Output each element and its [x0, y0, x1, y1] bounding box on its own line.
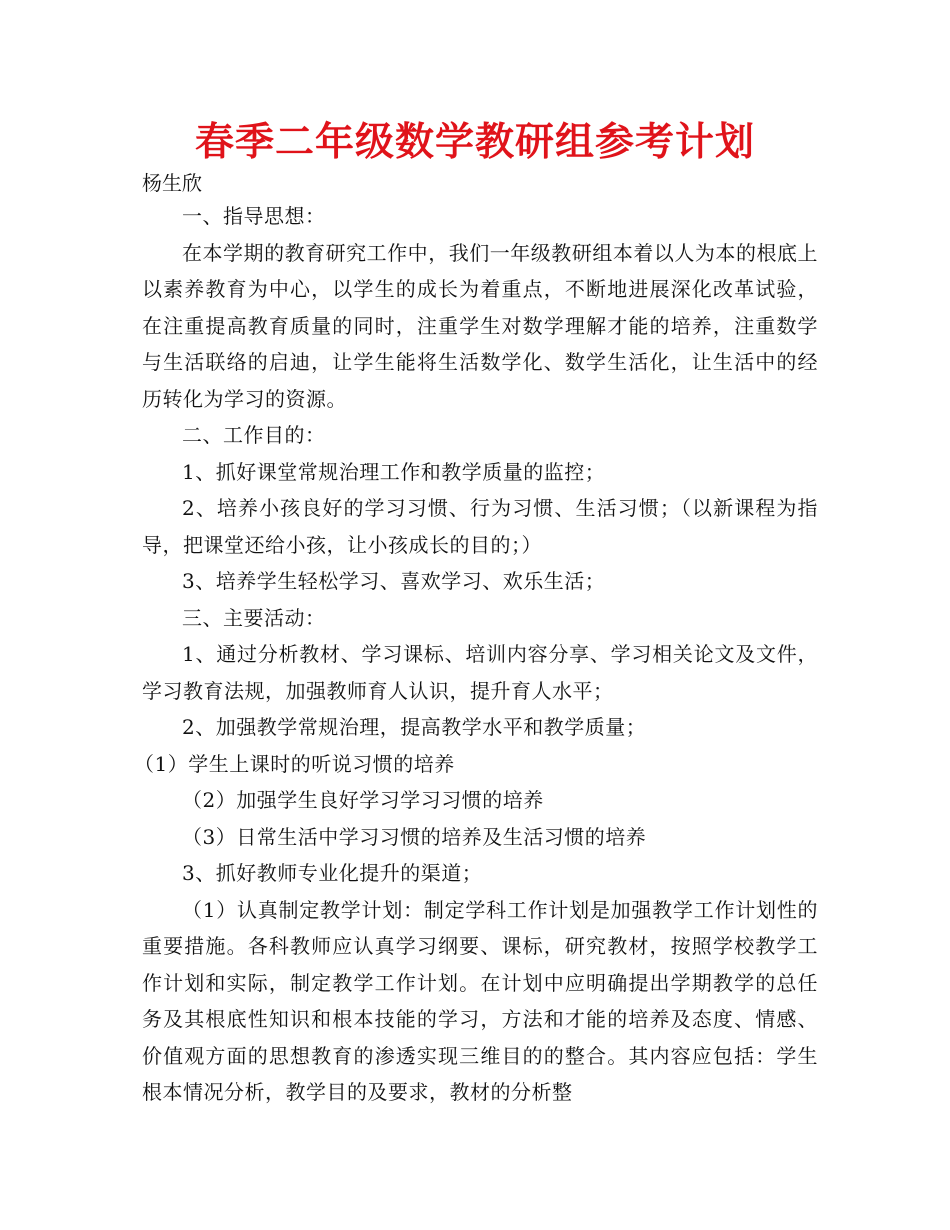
goal-item-2: 2、培养小孩良好的学习习惯、行为习惯、生活习惯；（以新课程为指导，把课堂还给小孩，让小孩成长的目的；） — [142, 496, 818, 557]
goal-item-1: 1、抓好课堂常规治理工作和教学质量的监控； — [182, 459, 606, 484]
section-heading-work-goals: 二、工作目的： — [182, 423, 326, 447]
section-heading-main-activities: 三、主要活动： — [182, 605, 326, 630]
section-heading-guiding-ideology: 一、指导思想： — [182, 204, 326, 228]
activity-subitem-2: （2）加强学生良好学习学习习惯的培养 — [182, 788, 544, 812]
document-title: 春季二年级数学教研组参考计划 — [194, 120, 755, 165]
activity-item-2: 2、加强教学常规治理，提高教学水平和教学质量； — [182, 715, 647, 739]
activity-item-3: 3、抓好教师专业化提升的渠道； — [182, 861, 483, 885]
activity-subitem-3: （3）日常生活中学习习惯的培养及生活习惯的培养 — [182, 824, 647, 849]
document-author: 杨生欣 — [142, 171, 202, 195]
paragraph-guiding-ideology: 在本学期的教育研究工作中，我们一年级教研组本着以人为本的根底上以素养教育为中心，以学生的成长为着重点，不断地进展深化改革试验，在注重提高教育质量的同时，注重学生对数学理解才能的培养，注重数学与生活联络的启迪，让学生能将生活数学化、数学生活化，让生活中的经历转化为学习的资源。 — [142, 240, 818, 411]
activity-subitem-1: （1）学生上课时的听说习惯的培养 — [134, 751, 455, 776]
document-body — [134, 198, 818, 1111]
activity-item-1: 1、通过分析教材、学习课标、培训内容分享、学习相关论文及文件，学习教育法规，加强教师育人认识，提升育人水平； — [142, 642, 818, 703]
activity-item-3-subitem-1: （1）认真制定教学计划：制定学科工作计划是加强教学工作计划性的重要措施。各科教师应认真学习纲要、课标，研究教材，按照学校教学工作计划和实际，制定教学工作计划。在计划中应明确提出学期教学的总任务及其根底性知识和根本技能的学习，方法和才能的培养及态度、情感、价值观方面的思想教育的渗透实现三维目的的整合。其内容应包括：学生根本情况分析，教学目的及要求，教材的分析整 — [142, 897, 818, 1104]
goal-item-3: 3、培养学生轻松学习、喜欢学习、欢乐生活； — [182, 569, 606, 593]
